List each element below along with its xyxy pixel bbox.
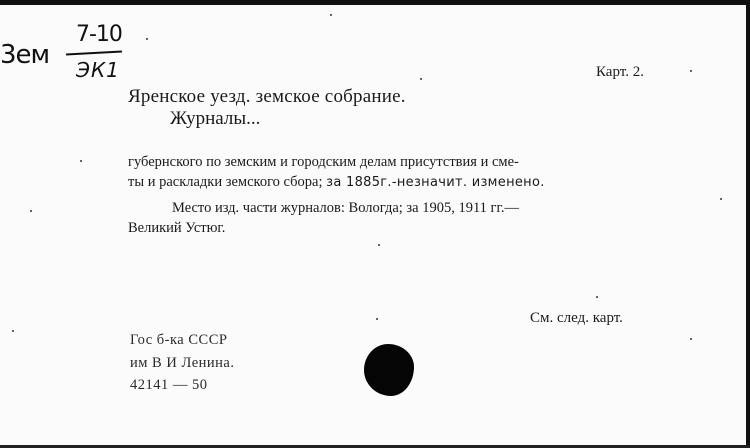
handwritten-insert: за 1885г.-незначит. изменено. (326, 175, 545, 190)
library-stamp-line-2: им В И Ленина. (130, 355, 235, 371)
description-line-4: Великий Устюг. (128, 220, 226, 236)
speck-mark (690, 338, 692, 340)
library-stamp-line-3: 42141 — 50 (130, 377, 208, 393)
speck-mark (330, 14, 332, 16)
ink-blot (364, 344, 414, 396)
speck-mark (146, 38, 148, 40)
handwritten-shelfmark-bottom: ЭК1 (76, 58, 120, 82)
card-number: Карт. 2. (596, 64, 644, 80)
speck-mark (720, 198, 722, 200)
record-subtitle: Журналы... (170, 108, 261, 129)
card-right-edge (746, 0, 750, 448)
handwritten-shelfmark-top: 7-10 (76, 22, 122, 47)
description-line-2 (128, 172, 698, 193)
record-title: Яренское уезд. земское собрание. (128, 86, 406, 107)
speck-mark (378, 244, 380, 246)
library-stamp-line-1: Гос б-ка СССР (130, 332, 228, 348)
description-line-3: Место изд. части журналов: Вологда; за 1905, 1911 гг.— (172, 200, 519, 216)
handwritten-shelfmark-prefix: 3ем (0, 40, 50, 70)
speck-mark (690, 70, 692, 72)
speck-mark (376, 318, 378, 320)
speck-mark (420, 78, 422, 80)
speck-mark (596, 296, 598, 298)
speck-mark (12, 330, 14, 332)
handwritten-fraction-line (66, 51, 122, 56)
speck-mark (30, 210, 32, 212)
description-line-2-text: ты и раскладки земского сбора; (128, 174, 327, 190)
speck-mark (80, 160, 82, 162)
card-top-edge (0, 0, 750, 5)
see-next-card-note: См. след. карт. (530, 310, 623, 326)
description-line-1: губернского по земским и городским делам присутствия и сме- (128, 154, 519, 170)
